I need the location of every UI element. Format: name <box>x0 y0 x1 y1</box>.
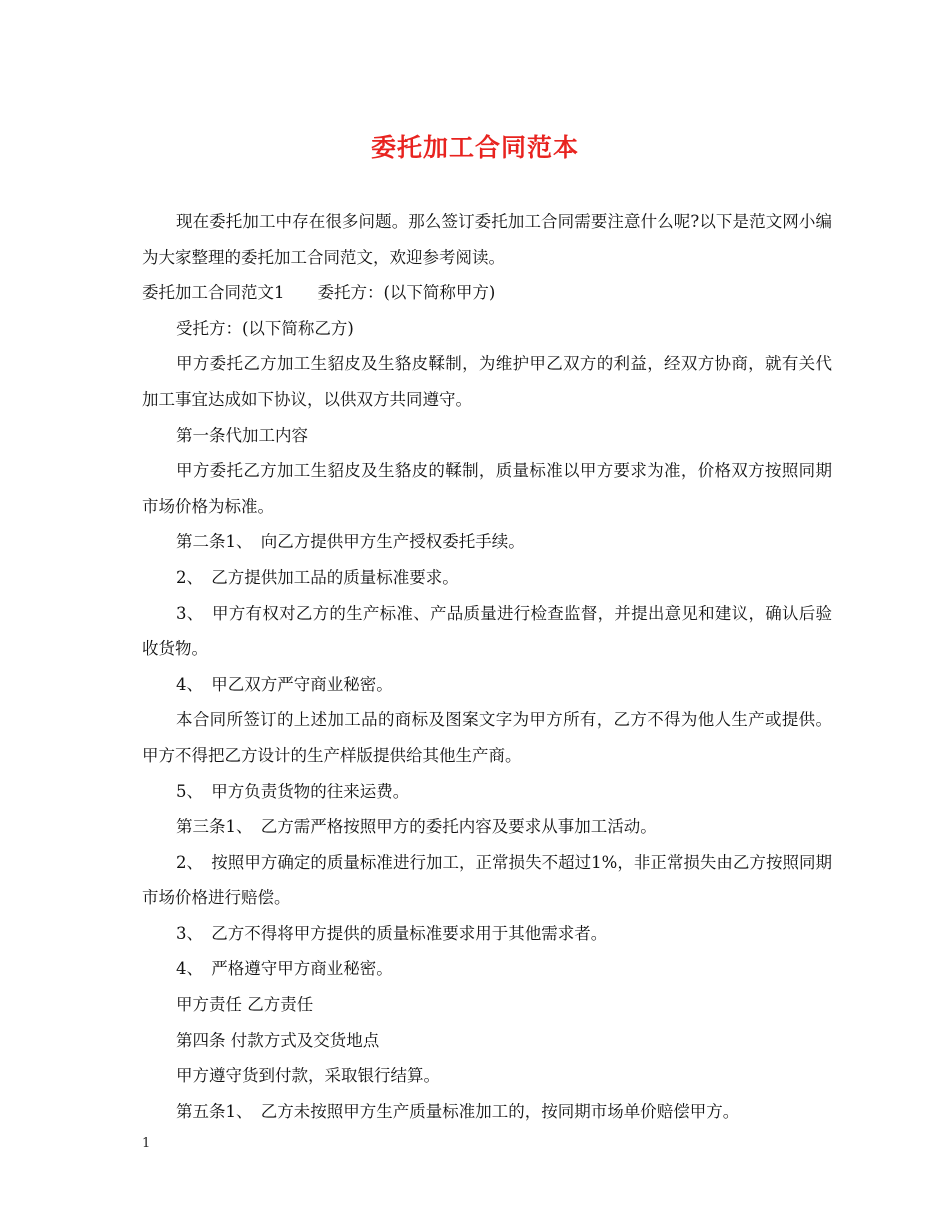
paragraph: 受托方：(以下简称乙方) <box>176 318 354 338</box>
paragraph: 现在委托加工中存在很多问题。那么签订委托加工合同需要注意什么呢?以下是范文网小编为大家整理的委托加工合同范文，欢迎参考阅读。 <box>142 212 832 267</box>
paragraph: 第二条1、 向乙方提供甲方生产授权委托手续。 <box>176 532 525 552</box>
paragraph: 3、 乙方不得将甲方提供的质量标准要求用于其他需求者。 <box>176 923 608 943</box>
paragraph: 4、 甲乙双方严守商业秘密。 <box>176 674 393 694</box>
paragraph: 本合同所签订的上述加工品的商标及图案文字为甲方所有，乙方不得为他人生产或提供。甲方不得把乙方设计的生产样版提供给其他生产商。 <box>142 710 832 765</box>
paragraph: 甲方委托乙方加工生貂皮及生貉皮鞣制，为维护甲乙双方的利益，经双方协商，就有关代加工事宜达成如下协议，以供双方共同遵守。 <box>142 354 832 409</box>
paragraph: 2、 乙方提供加工品的质量标准要求。 <box>176 567 459 587</box>
paragraph: 2、 按照甲方确定的质量标准进行加工，正常损失不超过1%，非正常损失由乙方按照同期市场价格进行赔偿。 <box>142 852 832 908</box>
paragraph: 甲方遵守货到付款，采取银行结算。 <box>176 1066 440 1086</box>
paragraph: 第四条 付款方式及交货地点 <box>176 1030 380 1050</box>
paragraph: 4、 严格遵守甲方商业秘密。 <box>176 959 393 979</box>
paragraph: 第一条代加工内容 <box>176 425 308 445</box>
document-title: 委托加工合同范本 <box>370 133 579 162</box>
paragraph: 5、 甲方负责货物的往来运费。 <box>176 781 410 801</box>
paragraph: 第三条1、 乙方需严格按照甲方的委托内容及要求从事加工活动。 <box>176 817 657 837</box>
document-body <box>142 204 832 1129</box>
paragraph: 第五条1、 乙方未按照甲方生产质量标准加工的，按同期市场单价赔偿甲方。 <box>176 1101 740 1121</box>
paragraph: 委托加工合同范文1 委托方：(以下简称甲方) <box>142 283 496 303</box>
paragraph: 甲方委托乙方加工生貂皮及生貉皮的鞣制，质量标准以甲方要求为准，价格双方按照同期市场价格为标准。 <box>142 461 832 516</box>
page-number: 1 <box>142 1136 151 1151</box>
paragraph: 甲方责任 乙方责任 <box>176 995 314 1015</box>
paragraph: 3、 甲方有权对乙方的生产标准、产品质量进行检查监督，并提出意见和建议，确认后验收货物。 <box>142 603 832 659</box>
